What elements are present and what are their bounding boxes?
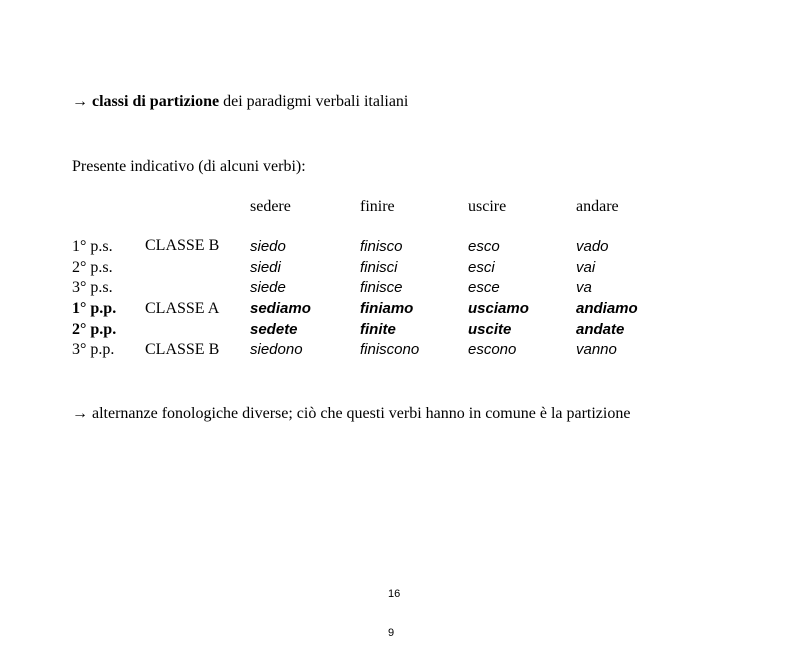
class-label-bottom: CLASSE B bbox=[145, 341, 220, 358]
heading-rest: dei paradigmi verbali italiani bbox=[219, 93, 409, 110]
heading-line bbox=[72, 93, 408, 111]
class-label-top: CLASSE B bbox=[145, 237, 220, 254]
verb-form: esci bbox=[468, 258, 495, 276]
column-header-andare: andare bbox=[576, 198, 619, 215]
arrow-icon: → bbox=[72, 93, 88, 110]
verb-form: esco bbox=[468, 238, 500, 255]
verb-form: finisci bbox=[360, 258, 398, 276]
verb-column-andare bbox=[576, 237, 638, 361]
verb-form: va bbox=[576, 279, 592, 297]
verb-form: siedi bbox=[250, 258, 281, 276]
verb-form: finiscono bbox=[360, 341, 420, 359]
verb-form: andiamo bbox=[576, 300, 638, 318]
verb-form: vanno bbox=[576, 341, 617, 359]
heading-bold-phrase: classi di partizione bbox=[92, 93, 220, 110]
verb-form: finiamo bbox=[360, 300, 414, 318]
person-label: 1° p.p. bbox=[72, 300, 117, 318]
verb-form: esce bbox=[468, 279, 500, 297]
verb-column-uscire bbox=[468, 237, 529, 361]
verb-form: finisco bbox=[360, 238, 403, 255]
person-label: 2° p.p. bbox=[72, 320, 117, 338]
verb-form: escono bbox=[468, 341, 517, 359]
page-number-line2: 9 bbox=[388, 627, 395, 639]
class-label-middle: CLASSE A bbox=[145, 300, 220, 317]
person-label: 3° p.s. bbox=[72, 279, 113, 297]
column-header-uscire: uscire bbox=[468, 198, 507, 215]
verb-form: finite bbox=[360, 320, 396, 338]
verb-form: siede bbox=[250, 279, 286, 297]
person-label: 3° p.p. bbox=[72, 341, 115, 359]
conclusion-line: → alternanze fonologiche diverse; ciò che questi verbi hanno in comune è la partizione bbox=[72, 405, 631, 422]
verb-form: vai bbox=[576, 258, 596, 276]
verb-form: andate bbox=[576, 320, 625, 338]
column-header-sedere: sedere bbox=[250, 198, 291, 215]
verb-form: siedono bbox=[250, 341, 303, 359]
verb-form: vado bbox=[576, 238, 609, 255]
table-caption: Presente indicativo (di alcuni verbi): bbox=[72, 158, 306, 175]
page-number-line1: 16 bbox=[388, 588, 401, 600]
person-labels bbox=[72, 237, 116, 361]
verb-column-finire bbox=[360, 237, 419, 361]
verb-form: usciamo bbox=[468, 300, 529, 318]
verb-form: siedo bbox=[250, 238, 286, 255]
verb-form: sedete bbox=[250, 320, 298, 338]
person-label: 2° p.s. bbox=[72, 258, 113, 276]
person-label: 1° p.s. bbox=[72, 238, 113, 255]
column-header-finire: finire bbox=[360, 198, 395, 215]
verb-form: uscite bbox=[468, 320, 512, 338]
verb-form: sediamo bbox=[250, 300, 311, 318]
verb-form: finisce bbox=[360, 279, 403, 297]
verb-column-sedere bbox=[250, 237, 311, 361]
page-number bbox=[388, 562, 400, 653]
